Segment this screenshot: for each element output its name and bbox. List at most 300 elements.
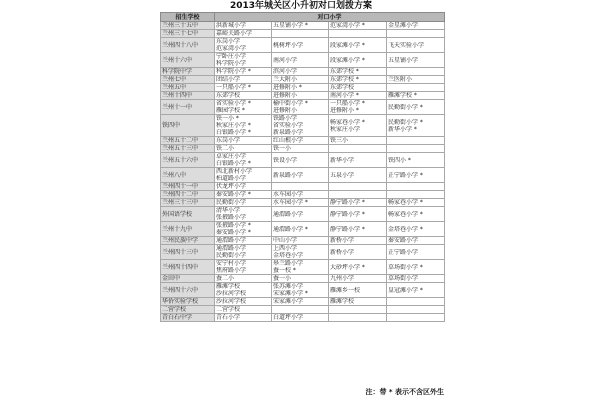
- feeder-cell: [387, 100, 445, 115]
- feeder-cell: [272, 260, 329, 275]
- table-row: [161, 92, 445, 100]
- feeder-cell: [272, 100, 329, 115]
- feeder-school: 草场街小学: [388, 275, 419, 282]
- feeder-cell: [215, 68, 272, 76]
- feeder-cell: [215, 237, 272, 245]
- feeder-cell: [215, 245, 272, 260]
- school-name: 兰州民族中学: [162, 237, 199, 244]
- feeder-cell: [272, 183, 329, 191]
- school-name: 兰州三十五中: [162, 22, 199, 29]
- feeder-school: 白银路小学 *: [216, 129, 251, 136]
- school-name: 兰州五中: [162, 84, 187, 91]
- feeder-cell: [329, 115, 387, 137]
- feeder-school: 段家滩小学 *: [330, 41, 365, 49]
- table-row: [161, 207, 445, 222]
- feeder-school: 段家滩小学 *: [330, 56, 365, 64]
- feeder-school: 正宁路小学: [388, 248, 419, 256]
- feeder-school: 青石小学: [216, 314, 241, 321]
- feeder-school: 东岗小学: [216, 137, 241, 144]
- table-row: [161, 38, 445, 53]
- school-name-cell: [161, 191, 215, 199]
- table-row: [161, 145, 445, 153]
- feeder-cell: [387, 22, 445, 30]
- school-name: 兰州三十七中: [162, 30, 199, 37]
- school-name-cell: [161, 306, 215, 314]
- feeder-school: 金塔巷小学 *: [388, 225, 423, 233]
- feeder-school: 白道坪小学: [273, 314, 304, 321]
- feeder-school: 红山根小学: [273, 137, 304, 144]
- feeder-cell: [387, 168, 445, 183]
- table-header-row: [161, 13, 445, 22]
- feeder-cell: [329, 30, 387, 38]
- feeder-cell: [387, 137, 445, 145]
- feeder-cell: [272, 191, 329, 199]
- feeder-school: 静宁路小学 *: [330, 199, 365, 206]
- feeder-school: 皇冠滩小学 *: [388, 286, 423, 294]
- feeder-school: 新泉路小学: [273, 129, 304, 136]
- school-name-cell: [161, 314, 215, 322]
- feeder-school: 嘉峪关路小学: [216, 30, 253, 37]
- feeder-school: [330, 191, 385, 198]
- feeder-school: 民勤街小学: [216, 252, 247, 259]
- school-name-cell: [161, 222, 215, 237]
- feeder-cell: [215, 84, 272, 92]
- feeder-school: 榆中街小学 *: [273, 100, 308, 107]
- table-row: [161, 115, 445, 137]
- feeder-school: 宁卧庄小学: [216, 53, 247, 60]
- table-row: [161, 153, 445, 168]
- feeder-cell: [215, 275, 272, 283]
- feeder-school: 东郊学校 *: [330, 68, 359, 75]
- feeder-cell: [215, 191, 272, 199]
- feeder-cell: [272, 222, 329, 237]
- feeder-school: 安宁村小学: [216, 260, 247, 267]
- feeder-cell: [272, 314, 329, 322]
- feeder-cell: [329, 191, 387, 199]
- school-name-cell: [161, 145, 215, 153]
- school-name-cell: [161, 298, 215, 306]
- feeder-school: 铁四小 *: [388, 156, 411, 164]
- feeder-school: 范家湾小学: [216, 45, 247, 52]
- table-row: [161, 30, 445, 38]
- feeder-school: 伏龙坪小学: [216, 183, 247, 190]
- feeder-cell: [387, 68, 445, 76]
- feeder-school: 民勤街小学 *: [388, 118, 423, 126]
- feeder-school: 铁三小: [330, 137, 349, 144]
- table-row: [161, 168, 445, 183]
- school-name: 兰州十四中: [162, 92, 193, 99]
- feeder-cell: [329, 68, 387, 76]
- feeder-cell: [272, 92, 329, 100]
- feeder-cell: [215, 298, 272, 306]
- feeder-school: 省实验小学: [273, 122, 304, 129]
- feeder-school: 新泉路小学: [273, 171, 304, 179]
- feeder-school: 秦安路小学 *: [216, 191, 251, 198]
- school-name: 兰州五十六中: [162, 156, 199, 164]
- feeder-cell: [272, 22, 329, 30]
- table-row: [161, 191, 445, 199]
- feeder-school: 东岗小学: [216, 38, 241, 45]
- feeder-cell: [215, 222, 272, 237]
- school-name-cell: [161, 283, 215, 298]
- feeder-cell: [215, 207, 272, 222]
- feeder-school: 新桥小学: [330, 248, 355, 256]
- feeder-cell: [329, 222, 387, 237]
- school-name: 兰州四十一中: [162, 183, 199, 190]
- feeder-cell: [272, 84, 329, 92]
- school-name: 金田中: [162, 275, 181, 282]
- feeder-cell: [387, 145, 445, 153]
- feeder-cell: [215, 260, 272, 275]
- feeder-school: 雁滩学校: [216, 283, 241, 290]
- feeder-school: 西北新村小学: [216, 168, 253, 175]
- feeder-school: 铁一小: [273, 145, 292, 152]
- feeder-school: [388, 30, 443, 37]
- school-name-cell: [161, 53, 215, 68]
- feeder-cell: [215, 314, 272, 322]
- school-name-cell: [161, 38, 215, 53]
- feeder-school: 通渭路小学 *: [273, 225, 308, 233]
- feeder-cell: [329, 38, 387, 53]
- school-name: 兰州八中: [162, 171, 187, 179]
- table-row: [161, 245, 445, 260]
- school-name-cell: [161, 153, 215, 168]
- feeder-cell: [387, 191, 445, 199]
- feeder-school: 东郊学校: [330, 84, 355, 91]
- feeder-school: 进修附小: [273, 107, 298, 114]
- header-feeder: 对口小学: [215, 13, 445, 22]
- feeder-school: 雁滩学校 *: [388, 92, 417, 99]
- feeder-cell: [387, 76, 445, 84]
- feeder-cell: [329, 314, 387, 322]
- feeder-school: [388, 183, 443, 190]
- document-title: 2013年城关区小升初对口划拨方案: [229, 1, 373, 11]
- feeder-school: 民勤街小学: [216, 199, 247, 206]
- school-name: 青白石中学: [162, 314, 193, 321]
- feeder-cell: [272, 76, 329, 84]
- feeder-school: 秦安路小学: [388, 237, 419, 244]
- feeder-school: 科学院小学 *: [216, 68, 251, 75]
- feeder-school: 进修附小 *: [273, 84, 302, 91]
- feeder-school: 皋兰路小学: [273, 260, 304, 267]
- feeder-cell: [329, 53, 387, 68]
- feeder-cell: [387, 92, 445, 100]
- feeder-school: 水车园小学: [273, 191, 304, 198]
- footnote: 注：带 * 表示不含区外生: [365, 388, 444, 396]
- feeder-cell: [387, 306, 445, 314]
- feeder-school: 蚕一校 *: [273, 267, 296, 274]
- feeder-cell: [215, 92, 272, 100]
- feeder-cell: [329, 207, 387, 222]
- school-name-cell: [161, 245, 215, 260]
- table-row: [161, 68, 445, 76]
- feeder-cell: [387, 183, 445, 191]
- school-name-cell: [161, 100, 215, 115]
- feeder-cell: [387, 153, 445, 168]
- feeder-school: 畅家巷小学 *: [388, 199, 423, 206]
- feeder-school: [388, 145, 443, 152]
- school-name: 兰州十六中: [162, 56, 193, 64]
- feeder-school: 静宁路小学 *: [330, 210, 365, 218]
- table-row: [161, 275, 445, 283]
- feeder-school: [388, 84, 443, 91]
- school-name-cell: [161, 22, 215, 30]
- school-name: 兰州十一中: [162, 103, 193, 111]
- school-name-cell: [161, 115, 215, 137]
- feeder-school: 五星铺小学 *: [273, 22, 308, 29]
- school-name: 兰州四十四中: [162, 263, 199, 271]
- feeder-school: 五泉小学: [330, 171, 355, 179]
- feeder-cell: [272, 137, 329, 145]
- header-school: 招生学校: [161, 13, 215, 22]
- school-name: 兰州四十八中: [162, 41, 199, 49]
- school-name-cell: [161, 183, 215, 191]
- feeder-school: 兰医附小: [388, 76, 413, 83]
- feeder-school: 畅家巷小学 *: [388, 210, 423, 218]
- feeder-school: 蚕二小: [216, 275, 235, 282]
- feeder-cell: [329, 137, 387, 145]
- feeder-school: 畅家巷小学 *: [330, 118, 365, 126]
- feeder-cell: [387, 199, 445, 207]
- feeder-cell: [215, 30, 272, 38]
- feeder-cell: [215, 183, 272, 191]
- feeder-cell: [272, 115, 329, 137]
- feeder-school: 一只船小学 *: [330, 100, 365, 107]
- school-name: 外国语学校: [162, 210, 193, 218]
- feeder-school: 秦安路小学 *: [216, 229, 251, 236]
- school-name-cell: [161, 168, 215, 183]
- school-name: 兰州七中: [162, 76, 187, 83]
- school-name-cell: [161, 260, 215, 275]
- feeder-school: 雁园学校 *: [216, 107, 245, 114]
- feeder-school: 通渭路小学: [273, 210, 304, 218]
- feeder-school: 东郊学校: [216, 92, 241, 99]
- feeder-school: 洪新城小学: [216, 22, 247, 29]
- feeder-cell: [215, 38, 272, 53]
- school-name-cell: [161, 275, 215, 283]
- feeder-school: [273, 183, 327, 190]
- feeder-cell: [272, 283, 329, 298]
- feeder-cell: [272, 275, 329, 283]
- table-row: [161, 100, 445, 115]
- feeder-cell: [387, 30, 445, 38]
- feeder-cell: [272, 153, 329, 168]
- school-name: 科学院中学: [162, 68, 193, 75]
- school-name: 二营学校: [162, 306, 187, 313]
- table-row: [161, 137, 445, 145]
- table-row: [161, 199, 445, 207]
- feeder-school: 秋家庄小学 *: [216, 122, 251, 129]
- school-name-cell: [161, 76, 215, 84]
- feeder-cell: [387, 53, 445, 68]
- feeder-cell: [272, 306, 329, 314]
- feeder-cell: [215, 76, 272, 84]
- school-name: 兰州五十二中: [162, 137, 199, 144]
- feeder-school: 雁滩学校: [330, 298, 355, 305]
- feeder-school: 滨河小学: [273, 68, 298, 75]
- feeder-school: 焦府路小学: [216, 267, 247, 274]
- table-row: [161, 237, 445, 245]
- feeder-cell: [387, 275, 445, 283]
- feeder-cell: [215, 22, 272, 30]
- table-row: [161, 298, 445, 306]
- feeder-school: 新华小学 *: [388, 125, 417, 133]
- feeder-cell: [272, 168, 329, 183]
- feeder-cell: [215, 53, 272, 68]
- feeder-cell: [387, 84, 445, 92]
- table-body: [161, 22, 445, 322]
- table-row: [161, 76, 445, 84]
- school-name-cell: [161, 68, 215, 76]
- feeder-cell: [329, 76, 387, 84]
- feeder-school: 静宁路小学 *: [330, 225, 365, 233]
- feeder-school: 宋家滩小学: [273, 298, 304, 305]
- feeder-school: 铁一小 *: [216, 115, 239, 122]
- feeder-school: 一只船小学 *: [216, 84, 251, 91]
- feeder-school: 正宁路小学 *: [388, 171, 423, 179]
- feeder-cell: [387, 298, 445, 306]
- feeder-cell: [215, 168, 272, 183]
- feeder-school: 科学院小学: [216, 60, 247, 67]
- feeder-school: 九州小学: [330, 275, 355, 282]
- feeder-cell: [329, 22, 387, 30]
- document-page: [150, 0, 452, 400]
- school-name: 兰州三十三中: [162, 199, 199, 206]
- feeder-cell: [329, 153, 387, 168]
- school-name: 铁四中: [162, 122, 181, 129]
- feeder-cell: [329, 245, 387, 260]
- feeder-school: 新桥小学: [330, 237, 355, 244]
- feeder-school: [388, 68, 443, 75]
- school-name: 兰州四十三中: [162, 248, 199, 256]
- feeder-school: 雁滩乡一校: [330, 286, 361, 294]
- feeder-cell: [272, 68, 329, 76]
- feeder-cell: [272, 38, 329, 53]
- feeder-cell: [329, 168, 387, 183]
- feeder-cell: [215, 306, 272, 314]
- feeder-cell: [387, 115, 445, 137]
- feeder-school: 五星铺小学: [388, 56, 419, 64]
- feeder-school: [273, 30, 327, 37]
- feeder-school: 中山小学: [273, 237, 298, 244]
- feeder-cell: [329, 306, 387, 314]
- feeder-school: [388, 191, 443, 198]
- feeder-cell: [329, 275, 387, 283]
- feeder-cell: [272, 145, 329, 153]
- feeder-cell: [215, 145, 272, 153]
- feeder-school: [388, 298, 443, 305]
- feeder-school: 东郊学校 *: [330, 76, 359, 83]
- table-row: [161, 222, 445, 237]
- feeder-school: 范家湾小学 *: [330, 22, 365, 29]
- feeder-school: 清华小学: [216, 207, 241, 214]
- feeder-school: 进修附小 *: [330, 107, 359, 114]
- feeder-school: 金塔巷小学: [273, 252, 304, 259]
- feeder-cell: [329, 100, 387, 115]
- school-name-cell: [161, 30, 215, 38]
- feeder-cell: [215, 115, 272, 137]
- feeder-school: 新华小学: [330, 156, 355, 164]
- feeder-cell: [329, 84, 387, 92]
- feeder-school: 铁设小学: [273, 156, 298, 164]
- table-row: [161, 314, 445, 322]
- feeder-cell: [272, 207, 329, 222]
- feeder-cell: [272, 53, 329, 68]
- feeder-school: 桃树坪小学: [273, 41, 304, 49]
- feeder-cell: [387, 38, 445, 53]
- school-name: 兰州十九中: [162, 225, 193, 233]
- feeder-cell: [329, 92, 387, 100]
- feeder-school: [388, 314, 443, 321]
- feeder-school: 宋家滩小学 *: [273, 290, 308, 297]
- feeder-school: 南河小学 *: [330, 92, 359, 99]
- school-name-cell: [161, 237, 215, 245]
- school-name-cell: [161, 92, 215, 100]
- feeder-cell: [387, 245, 445, 260]
- feeder-school: 白银路小学 *: [216, 160, 251, 167]
- feeder-school: 铁路小学: [273, 115, 298, 122]
- feeder-cell: [329, 199, 387, 207]
- feeder-school: 通渭路小学: [216, 237, 247, 244]
- table-row: [161, 183, 445, 191]
- feeder-cell: [215, 137, 272, 145]
- feeder-school: 二营学校: [216, 306, 241, 313]
- feeder-school: [330, 30, 385, 37]
- feeder-school: [330, 314, 385, 321]
- feeder-cell: [329, 183, 387, 191]
- feeder-school: 沙拉河学校: [216, 290, 247, 297]
- feeder-school: [273, 306, 327, 313]
- feeder-school: 水车园小学 *: [273, 199, 308, 206]
- table-row: [161, 260, 445, 275]
- feeder-school: 飞天实验小学: [388, 41, 425, 49]
- feeder-school: 进修附小: [273, 92, 298, 99]
- feeder-cell: [387, 314, 445, 322]
- feeder-school: 沙拉河学校: [216, 298, 247, 305]
- feeder-cell: [387, 283, 445, 298]
- feeder-school: 秋家庄小学: [330, 125, 361, 133]
- school-name-cell: [161, 207, 215, 222]
- feeder-school: 民勤街小学 *: [388, 103, 423, 111]
- feeder-school: 大砂坪小学 *: [330, 263, 365, 271]
- school-name-cell: [161, 199, 215, 207]
- feeder-cell: [329, 298, 387, 306]
- feeder-school: [330, 145, 385, 152]
- feeder-school: [388, 306, 443, 313]
- feeder-school: 金星滩小学: [388, 22, 419, 29]
- feeder-cell: [329, 237, 387, 245]
- table-row: [161, 22, 445, 30]
- allocation-table: [160, 12, 445, 322]
- feeder-school: [330, 306, 385, 313]
- feeder-school: 兰大附小: [273, 76, 298, 83]
- school-name-cell: [161, 137, 215, 145]
- feeder-school: 张掖路小学: [216, 214, 247, 221]
- feeder-school: 张掖路小学 *: [216, 222, 251, 229]
- feeder-cell: [272, 30, 329, 38]
- school-name: 兰州四十二中: [162, 191, 199, 198]
- feeder-cell: [215, 199, 272, 207]
- table-row: [161, 283, 445, 298]
- feeder-school: 蚕一小: [273, 275, 292, 282]
- school-name-cell: [161, 84, 215, 92]
- feeder-school: 南河小学: [273, 56, 298, 64]
- feeder-school: 铁二小: [216, 145, 235, 152]
- table-row: [161, 84, 445, 92]
- feeder-school: 卓家庄小学: [216, 153, 247, 160]
- school-name: 兰州五十三中: [162, 145, 199, 152]
- feeder-school: 张苏滩小学: [273, 283, 304, 290]
